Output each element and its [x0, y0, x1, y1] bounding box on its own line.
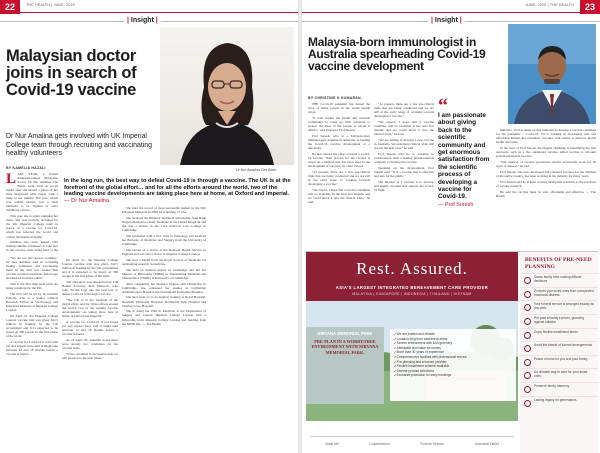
- body-column: [374, 102, 434, 246]
- body-column: [308, 102, 370, 246]
- ad-benefit: Enjoy flexible installment terms: [520, 328, 598, 342]
- ad-benefit: Peace of mind for you and your family: [520, 355, 598, 369]
- ad-feature: ✔ Pre-planning and a trusted provider: [394, 360, 512, 365]
- portrait-photo: [160, 27, 294, 165]
- body-column: [6, 256, 58, 452]
- benefit-icon: [524, 386, 531, 393]
- page-title: Malaysia-born immunologist in Australia spearheading Covid-19 vaccine development: [308, 35, 486, 74]
- ad-footer-item: Book Me: [325, 441, 339, 446]
- paragraph: THE Covid-19 pandemic has turned the lives of many people in the world upside down.: [308, 102, 370, 115]
- paragraph: "We expect, I hope that a vaccine candidate will be available in the next few months and we could move it into the clinical trials," he said.: [374, 119, 434, 137]
- benefit-icon: [524, 332, 531, 339]
- ad-benefit: Your funeral service is arranged exactly as you wish: [520, 300, 598, 314]
- benefit-icon: [524, 345, 531, 352]
- standfirst: Dr Nur Amalina gets involved with UK Imperial College team through recruiting and vaccinating healthy volunteers: [6, 133, 152, 158]
- paragraph: She served as a doctor at the National Health Service in England and was also a doctor at Imperial College London.: [122, 247, 206, 256]
- ad-visual: [306, 301, 518, 453]
- advertisement: [306, 251, 598, 453]
- pull-quote: I am passionate about giving back to the scientific community and get enormous satisfaction from the scientific process of developing a vaccine for Covid-19. — Prof Suresh: [438, 112, 490, 208]
- pull-quote-attribution: — Dr Nur Amalina: [64, 197, 110, 204]
- ad-feature: ✔ Affordable and value for money: [394, 346, 512, 351]
- paragraph: As of April 29, Amalina noted there were already two candidates for the vaccine trials.: [62, 338, 118, 351]
- paragraph: She is doing her PhD in Medicine at the Department of Surgery and Cancer, Imperial College London with a fellowship from Imperial College London and funding from the NIHR UK. — The Health: [122, 309, 206, 326]
- pull-quote-attribution: — Prof Suresh: [438, 201, 474, 208]
- paragraph: After completing her Master's Degree with Distinction in Cambridge, she continued her studies at Cambridge Addenbrooke's Hospital and Nottingham University Hospital.: [122, 281, 206, 294]
- ad-card-plan: PRE-PLAN IN A WORRY-FREE ENVIRONMENT WITH NIRVANA MEMORIAL PARK.: [311, 339, 379, 355]
- paragraph: "At present, there are a few pre-clinical trials that are being conducted and we are still at the early stage of working towards developing a vaccine.": [374, 102, 434, 119]
- paragraph: On April 21, the Imperial College London vaccine trial was given £22.5 million in funding by the UK government and it is expected to be tested on 300 people in the first phase of the trials.: [6, 314, 58, 339]
- paragraph: He said the vaccine must be safe, affordable and effective. — The Health: [496, 189, 596, 198]
- drop-cap: L: [6, 172, 17, 187]
- byline: BY CHRISTINE K KUMARAN: [308, 96, 361, 100]
- ad-subhead: ASIA'S LARGEST INTEGRATED BEREAVEMENT CARE PROVIDER: [335, 285, 489, 290]
- pull-quote: In the long run, the best way to defeat Covid-19 is through a vaccine. The UK is at the forefront of the global effort… and for all the efforts around the world, two of the leading vaccine developments are taking place here at home, at Oxford and Imperial. — Dr Nur Amalina: [64, 178, 291, 204]
- benefit-icon: [524, 291, 531, 298]
- benefit-icon: [524, 304, 531, 311]
- ad-feature: ✔ Location long from catchment areas: [394, 337, 512, 342]
- ad-feature: ✔ More than 30 years of experience: [394, 350, 512, 355]
- benefit-icon: [524, 359, 531, 366]
- page-number: 23: [580, 0, 600, 14]
- paragraph: The allocation was announced by UK Health Secretary Matt Hancock, who said: "In the long run, the best way to defeat Covid-19 is through a vaccine.: [62, 280, 118, 297]
- paragraph: Prof Suresh, who is a Malaysia-born immunologist working in Australia, is leading the Covid-19 vaccine development at a university.: [308, 133, 370, 151]
- ad-benefit: Preserve family harmony: [520, 382, 598, 396]
- paragraph: She received the Bilateral Technical Scholarship from Bank Negara Malaysia to study medicine in the United Kingdom and she has a lecture in the Lord Ashcroft Law College in Cambridge.: [122, 215, 206, 233]
- ad-benefit: Lasting legacy for generations: [520, 396, 598, 410]
- ad-feature: ✔ We are trusted and reliable: [394, 332, 512, 337]
- ad-benefit: Protects your loved ones from unexpected emotional distress: [520, 287, 598, 301]
- paragraph: The mission of a vaccine is to develop and supply vaccines that support the Covid-19 fight.: [374, 179, 434, 192]
- ad-footer-item: Funeral Service: [420, 441, 444, 446]
- paragraph: On April 21, the Imperial College London vaccine trial was given £22.5 million in funding by the UK government and it is expected to be tested on 300 people in the first phase of the trials.: [62, 258, 118, 279]
- ad-card-name: NIRVANA MEMORIAL PARK: [317, 331, 373, 336]
- paragraph: She held the record of most successful student in the Sijil Pelajaran Malaysia in 2006 by achieving 17 1As.: [122, 206, 206, 215]
- paragraph: This year, she is again stamping her mark. She was recently recruited for the UK Imperial College team in search of a vaccine for Covid-19, which has infected the world and caused thousands of deaths.: [6, 214, 58, 239]
- page-folio: THE HEALTH | JUNE, 2020: [26, 3, 76, 7]
- ad-footer-item: Ancestral Tablet: [474, 441, 499, 446]
- paragraph: Speaking on the development, Prof Suresh said: "It is a vaccine that is effective and safe for the public.": [374, 165, 434, 178]
- paragraph: "It will require the health and research community to come up with solutions to protect the lives of the people to whom it affects," said Professor Prof Suresh.: [308, 115, 370, 133]
- ad-footer-bar: [310, 436, 514, 450]
- paragraph: "One method of vaccine production doesn't necessarily work for all types of disease," he said.: [496, 159, 596, 168]
- benefit-icon: [524, 277, 531, 284]
- paragraph: She later went on to do surgical training at Royal Hospital, Newham University Hospital, Northwick Park Hospital and Charing Cross Hospital.: [122, 295, 206, 308]
- section-label: | Insight |: [124, 17, 161, 24]
- paragraph: "The UK is at the forefront of the global effort, and for all the efforts around the world, two of the leading vaccine developments are taking place here at home, at Oxford and Imperial.": [62, 298, 118, 319]
- ad-headline: Rest. Assured.: [356, 259, 468, 278]
- ad-benefit: Pre-paid at today's prices, guarding against inflation: [520, 314, 598, 328]
- paragraph: "If the candidate is successful, then we will proceed to the next phase.": [62, 351, 118, 361]
- photo-caption: Dr Nur Amalina Che Bakri.: [236, 168, 278, 172]
- paragraph: She won a Medal from the Royal Society of Medicine for outstanding research in medicine.: [122, 257, 206, 266]
- paragraph: Prof Suresh, who has developed and patented vaccines for the children of his native country, has been working in the industry for many years.: [496, 169, 596, 178]
- ad-feature-list: [390, 329, 516, 401]
- top-rule: [0, 12, 298, 13]
- benefit-icon: [524, 318, 531, 325]
- paragraph: Amalina has been tasked with finding suitable volunteers to take part in the vaccine trials being held at the: [6, 240, 58, 252]
- byline: BY KAMELIA HAZALI: [6, 166, 46, 170]
- paragraph: This is the first time such trials are being conducted in the UK.: [6, 282, 58, 291]
- ad-benefits-title: BENEFITS OF PRE-NEED PLANNING: [525, 257, 592, 270]
- paragraph: "We expect, I hope that a vaccine candidate will be available in the next few months and we could move it into the clinical trials," he said.: [308, 187, 370, 205]
- page-number: 22: [0, 0, 20, 14]
- body-column: [122, 206, 206, 452]
- ad-benefits-panel: [520, 252, 598, 453]
- page-folio: JUNE, 2020 | THE HEALTH: [525, 3, 574, 7]
- paragraph: He also shared the effort towards a Covid-19 vaccine. Their process for the vaccine is based on a method that has been used in the development of vaccines for other viruses.: [308, 151, 370, 169]
- section-label: | Insight |: [428, 17, 465, 24]
- ad-header: [306, 252, 518, 301]
- body-column: [6, 172, 58, 252]
- page-title: Malaysian doctor joins in search of Covid-19 vaccine: [6, 47, 137, 99]
- ad-feature: ✔ Flexible installment scheme available: [394, 364, 512, 369]
- ad-locations: MALAYSIA | SINGAPORE | INDONESIA | THAILAND | VIETNAM: [352, 292, 472, 296]
- ad-feature: ✔ Comprehensive facilities with professional service: [394, 355, 512, 360]
- ad-footer-item: Columbarium: [369, 441, 390, 446]
- ad-benefit: Saves family from making difficult decisions: [520, 273, 598, 287]
- paragraph: Prof Suresh said he is keen to bring Malaysian scientists to the forefront of vaccine research.: [496, 179, 596, 188]
- paragraph: She graduated with a first class in Pathology and received her Bachelor of Medicine and Surgery from the University of Cambridge.: [122, 233, 206, 246]
- paragraph: "At present, there are a few pre-clinical trials that are being conducted and we are still at the early stage of working towards developing a vaccine.": [308, 169, 370, 187]
- ad-benefit: Avoid the hassle of funeral arrangements: [520, 341, 598, 355]
- ad-plan-card: [306, 327, 384, 404]
- ad-benefit: An ultimate way to care for your loved ones: [520, 368, 598, 382]
- portrait-photo: [508, 24, 596, 124]
- paragraph: initiative, Vil has taken up this initiative to develop a vaccine candidate for the pandemic – Covid-19. Vil is working in developing safe and affordable human and veterinary vaccines with results to improve global health outcomes.: [496, 128, 596, 145]
- paragraph: A vaccine for Covid-19 is not found yet and experts have said it might take between 12 and 18 months before a vaccine is found.: [62, 320, 118, 337]
- body-column: [62, 258, 118, 452]
- paragraph: "We are not just doctors working," Dr Nur Amalina said in recruiting healthy volunteers and vaccinating them in the next few weeks."This vaccine received enormous follow-ups and interest from the public.": [6, 256, 58, 281]
- paragraph: In the view of Prof Suresh, the biggest challenge is identifying the best approach, such as a live attenuated vaccine, killed vaccine or sub-unit protein expression vaccine.: [496, 145, 596, 159]
- paragraph: A vaccine for Covid-19 is not found yet and experts have said it might take between 12 and 18 months before a vaccine is found.: [6, 340, 58, 357]
- quote-mark-icon: “: [438, 95, 448, 117]
- ad-feature: ✔ Exclusive promotion for early bookings: [394, 373, 512, 378]
- paragraph: She held an medical degree in Cambridge and did her Masters of Philosophy (MPhil) in Translational Medicine and Therapeutics (TMAT) at University of Cambridge.: [122, 267, 206, 280]
- paragraph: AST YEAR, a United Kingdom-trained Malaysian doctor, Dr Nur Amalina Che Bakri, went viral on social media after she shared a photo of her baby diagnosed with cancer with a lump in her tummy. The post, which was widely shared, was a stark reminder to be vigilant of early childhood cancers.: [6, 172, 58, 213]
- benefit-icon: [524, 400, 531, 407]
- paragraph: Prof Suresh said he is working in collaboration with a leading pharmaceutical company to develop the vaccine.: [374, 151, 434, 164]
- right-page: [302, 0, 600, 453]
- left-page: [0, 0, 298, 453]
- ad-feature: ✔ Diverse product selections: [394, 369, 512, 374]
- top-rule: [302, 12, 600, 13]
- ad-feature: ✔ Serene environment with lush greenery: [394, 341, 512, 346]
- body-column: [496, 128, 596, 246]
- benefit-icon: [524, 372, 531, 379]
- paragraph: "We are aiming to develop a new vaccine in Australia. We anticipate clinical trials will start in the next year," he said.: [374, 137, 434, 151]
- paragraph: The trial will be led by Dr Kristian Pollock, who is a Senior Clinical Research Fellow in Vaccinology and Infectious Diseases at Imperial College London.: [6, 291, 58, 313]
